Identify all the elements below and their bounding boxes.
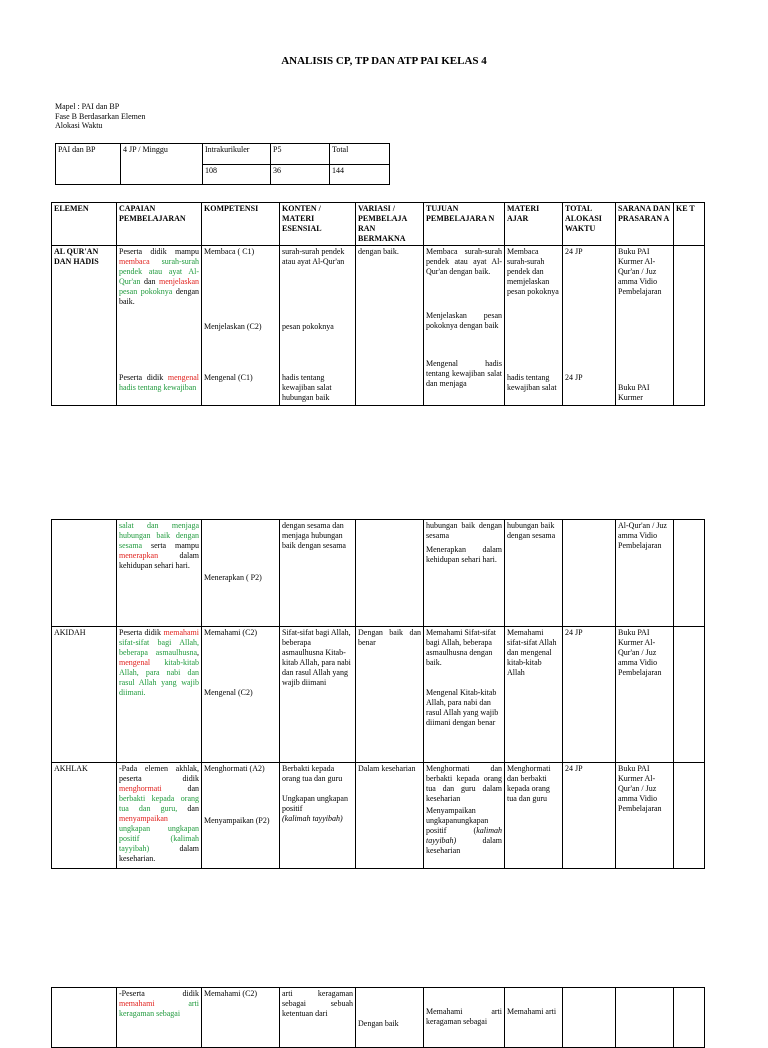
- cp-akhlak: -Pada elemen akhlak, peserta didik menghormati dan berbakti kepada orang tua dan guru, dan menyampaikan ungkapan ungkapan positif (kalimah tayyibah) dalam keseharian.: [117, 763, 202, 869]
- variasi-alquran: dengan baik.: [356, 246, 424, 406]
- sarana-next: [616, 988, 674, 1048]
- main-table-page-3: [51, 987, 705, 1048]
- table-row: [52, 246, 705, 406]
- alloc-head-p5: P5: [271, 144, 330, 165]
- konten-akidah: Sifat-sifat bagi Allah, beberapa asmaulhusna Kitab-kitab Allah, para nabi dan rasul Allah yang wajib diimani: [280, 627, 356, 763]
- materi-alquran: Membaca surah-surah pendek dan memjelaskan pesan pokoknya hadis tentang kewajiban salat: [505, 246, 563, 406]
- header-tujuan: TUJUAN PEMBELAJARA N: [424, 203, 505, 246]
- elemen-next: [52, 988, 117, 1048]
- document-title: ANALISIS CP, TP DAN ATP PAI KELAS 4: [281, 55, 487, 67]
- header-variasi: VARIASI / PEMBELAJA RAN BERMAKNA: [356, 203, 424, 246]
- main-table-page-1: [51, 202, 705, 406]
- elemen-akidah: AKIDAH: [52, 627, 117, 763]
- alloc-head-total: Total: [330, 144, 390, 165]
- header-capaian: CAPAIAN PEMBELAJARAN: [117, 203, 202, 246]
- elemen-alquran: AL QUR'AN DAN HADIS: [52, 246, 117, 406]
- ket-next: [674, 988, 705, 1048]
- header-kompetensi: KOMPETENSI: [202, 203, 280, 246]
- variasi-akhlak: Dalam keseharian: [356, 763, 424, 869]
- konten-alquran: surah-surah pendek atau ayat Al-Qur'an pesan pokoknya hadis tentang kewajiban salat hubungan baik: [280, 246, 356, 406]
- sarana-alquran: Buku PAI Kurmer Al-Qur'an / Juz amma Vidio Pembelajaran Buku PAI Kurmer: [616, 246, 674, 406]
- header-elemen: ELEMEN: [52, 203, 117, 246]
- header-sarana: SARANA DAN PRASARAN A: [616, 203, 674, 246]
- total-akhlak: 24 JP: [563, 763, 616, 869]
- header-ket: KE T: [674, 203, 705, 246]
- cp-next: -Peserta didik memahami arti keragaman sebagai: [117, 988, 202, 1048]
- alloc-subject: PAI dan BP: [56, 144, 121, 185]
- konten-next: arti keragaman sebagai sebuah ketentuan dari: [280, 988, 356, 1048]
- kompetensi-cont: Menerapkan ( P2): [202, 520, 280, 627]
- ket-cont: [674, 520, 705, 627]
- total-cont: [563, 520, 616, 627]
- materi-akhlak: Menghormati dan berbakti kepada orang tua dan guru: [505, 763, 563, 869]
- variasi-cont: [356, 520, 424, 627]
- header-total: TOTAL ALOKASI WAKTU: [563, 203, 616, 246]
- sarana-akhlak: Buku PAI Kurmer Al-Qur'an / Juz amma Vidio Pembelajaran: [616, 763, 674, 869]
- kompetensi-akidah: Memahami (C2) Mengenal (C2): [202, 627, 280, 763]
- cp-akidah: Peserta didik memahami sifat-sifat bagi Allah, beberapa asmaulhusna, mengenal kitab-kitab Allah, para nabi dan rasul Allah yang wajib diimani.: [117, 627, 202, 763]
- allocation-table: [55, 143, 390, 185]
- tujuan-akhlak: Menghormati dan berbakti kepada orang tua dan guru dalam keseharian Menyampaikan ungkapanungkapan positif (kalimah tayyibah) dalam keseharian: [424, 763, 505, 869]
- kompetensi-akhlak: Menghormati (A2) Menyampaikan (P2): [202, 763, 280, 869]
- konten-akhlak: Berbakti kepada orang tua dan guru Ungkapan ungkapan positif (kalimah tayyibah): [280, 763, 356, 869]
- ket-akhlak: [674, 763, 705, 869]
- materi-akidah: Memahami sifat-sifat Allah dan mengenal kitab-kitab Allah: [505, 627, 563, 763]
- meta-mapel: Mapel : PAI dan BP: [55, 102, 120, 111]
- header-materi: MATERI AJAR: [505, 203, 563, 246]
- total-next: [563, 988, 616, 1048]
- table-row: [52, 627, 705, 763]
- sarana-akidah: Buku PAI Kurmer Al-Qur'an / Juz amma Vidio Pembelajaran: [616, 627, 674, 763]
- tujuan-akidah: Memahami Sifat-sifat bagi Allah, beberapa asmaulhusna dengan baik. Mengenal Kitab-kitab Allah, para nabi dan rasul Allah yang wajib diimani dengan benar: [424, 627, 505, 763]
- alloc-val-total: 144: [330, 164, 390, 185]
- alloc-head-intra: Intrakurikuler: [203, 144, 271, 165]
- cp-alquran-cont: salat dan menjaga hubungan baik dengan sesama serta mampu menerapkan dalam kehidupan sehari hari.: [117, 520, 202, 627]
- alloc-val-intra: 108: [203, 164, 271, 185]
- elemen-akhlak: AKHLAK: [52, 763, 117, 869]
- meta-fase: Fase B Berdasarkan Elemen: [55, 111, 146, 121]
- tujuan-next: Memahami arti keragaman sebagai: [424, 988, 505, 1048]
- table-row: [52, 763, 705, 869]
- variasi-next: Dengan baik: [356, 988, 424, 1048]
- tujuan-cont: hubungan baik dengan sesama Menerapkan dalam kehidupan sehari hari.: [424, 520, 505, 627]
- kompetensi-alquran: Membaca ( C1) Menjelaskan (C2) Mengenal (C1): [202, 246, 280, 406]
- main-table-page-2: [51, 519, 705, 869]
- ket-akidah: [674, 627, 705, 763]
- materi-next: Memahami arti: [505, 988, 563, 1048]
- total-alquran: 24 JP 24 JP: [563, 246, 616, 406]
- variasi-akidah: Dengan baik dan benar: [356, 627, 424, 763]
- tujuan-alquran: Membaca surah-surah pendek atau ayat Al-Qur'an dengan baik. Menjelaskan pesan pokoknya dengan baik Mengenal hadis tentang kewajiban salat dan menjaga: [424, 246, 505, 406]
- alloc-val-p5: 36: [271, 164, 330, 185]
- meta-alokasi: Alokasi Waktu: [55, 121, 103, 131]
- header-konten: KONTEN / MATERI ESENSIAL: [280, 203, 356, 246]
- table-row: [52, 520, 705, 627]
- kompetensi-next: Memahami (C2): [202, 988, 280, 1048]
- total-akidah: 24 JP: [563, 627, 616, 763]
- meta-block: [55, 102, 145, 131]
- alloc-per-week: 4 JP / Minggu: [121, 144, 203, 185]
- ket-alquran: [674, 246, 705, 406]
- table-row: [52, 988, 705, 1048]
- sarana-cont: Al-Qur'an / Juz amma Vidio Pembelajaran: [616, 520, 674, 627]
- cp-alquran: Peserta didik mampu membaca surah-surah pendek atau ayat Al-Qur'an dan menjelaskan pesan pokoknya dengan baik. Peserta didik mengenal hadis tentang kewajiban: [117, 246, 202, 406]
- konten-cont: dengan sesama dan menjaga hubungan baik dengan sesama: [280, 520, 356, 627]
- elemen-cont: [52, 520, 117, 627]
- materi-cont: hubungan baik dengan sesama: [505, 520, 563, 627]
